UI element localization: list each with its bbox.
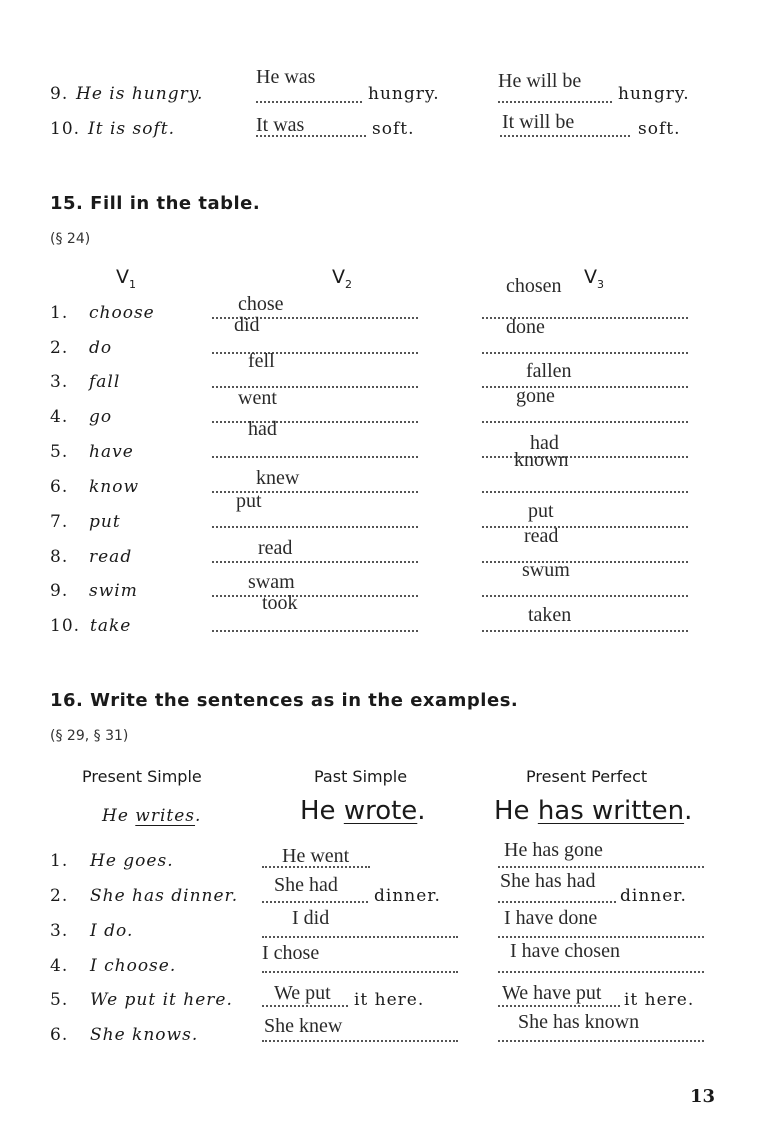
- future-answer: It will be: [502, 111, 575, 133]
- row-number: 9.: [50, 581, 69, 601]
- verb-base-form: put: [89, 512, 121, 532]
- answer-line: [498, 101, 612, 103]
- column-header-v1: $V_1$: [116, 266, 136, 291]
- future-answer: He will be: [498, 70, 582, 92]
- answer-line: [212, 526, 418, 528]
- prompt-sentence: She has dinner.: [90, 886, 239, 906]
- present-perfect-answer: She has known: [518, 1011, 640, 1033]
- answer-line: [482, 630, 688, 632]
- row-number: 7.: [50, 512, 69, 532]
- answer-line: [482, 456, 688, 458]
- answer-line: [262, 1040, 458, 1042]
- answer-line: [262, 866, 370, 868]
- past-suffix: it here.: [354, 990, 425, 1010]
- answer-line: [500, 135, 630, 137]
- column-header-v2: $V_2$: [332, 266, 352, 291]
- verb-past-participle: taken: [528, 604, 572, 626]
- answer-line: [256, 135, 366, 137]
- exercise-15-reference: (§ 24): [50, 231, 91, 247]
- answer-line: [498, 1005, 620, 1007]
- past-simple-answer: She had: [274, 874, 338, 896]
- verb-past-participle: read: [524, 525, 559, 547]
- verb-base-form: take: [90, 616, 132, 636]
- answer-line: [482, 561, 688, 563]
- verb-base-form: do: [89, 338, 113, 358]
- row-number: 5.: [50, 990, 69, 1010]
- verb-base-form: choose: [89, 303, 155, 323]
- prompt-sentence: I do.: [90, 921, 134, 941]
- example-present-perfect: He has written.: [494, 796, 693, 826]
- answer-line: [212, 561, 418, 563]
- answer-line: [498, 866, 704, 868]
- past-simple-answer: He went: [282, 845, 350, 867]
- verb-past-simple: put: [236, 490, 262, 512]
- verb-past-simple: had: [248, 418, 277, 440]
- verb-past-participle: swum: [522, 559, 570, 581]
- future-suffix: hungry.: [618, 84, 690, 104]
- answer-line: [262, 971, 458, 973]
- present-perfect-answer: We have put: [502, 982, 602, 1004]
- row-number: 10.: [50, 119, 81, 139]
- exercise-16-reference: (§ 29, § 31): [50, 728, 129, 744]
- present-perfect-answer: She has had: [500, 870, 596, 892]
- verb-past-simple: read: [258, 537, 293, 559]
- row-number: 3.: [50, 372, 69, 392]
- answer-line: [212, 595, 418, 597]
- answer-line: [212, 421, 418, 423]
- verb-past-participle: done: [506, 316, 545, 338]
- perfect-suffix: dinner.: [620, 886, 687, 906]
- row-number: 3.: [50, 921, 69, 941]
- verb-past-participle: chosen: [506, 275, 562, 297]
- verb-past-simple: went: [238, 387, 277, 409]
- present-perfect-answer: I have chosen: [510, 940, 620, 962]
- answer-line: [482, 386, 688, 388]
- verb-past-simple: fell: [248, 350, 275, 372]
- past-answer: He was: [256, 66, 316, 88]
- perfect-suffix: it here.: [624, 990, 695, 1010]
- verb-past-participle: put: [528, 500, 554, 522]
- past-simple-answer: I chose: [262, 942, 320, 964]
- row-number: 4.: [50, 956, 69, 976]
- row-number: 5.: [50, 442, 69, 462]
- column-header-v3: $V_3$: [584, 266, 604, 291]
- answer-line: [498, 901, 616, 903]
- past-answer: It was: [256, 114, 305, 136]
- exercise-16-title: 16. Write the sentences as in the examples.: [50, 690, 519, 711]
- verb-base-form: go: [89, 407, 113, 427]
- answer-line: [498, 936, 704, 938]
- past-simple-answer: We put: [274, 982, 331, 1004]
- answer-line: [482, 595, 688, 597]
- verb-past-simple: chose: [238, 293, 284, 315]
- prompt-sentence: He is hungry.: [76, 84, 204, 104]
- past-simple-answer: She knew: [264, 1015, 343, 1037]
- past-suffix: soft.: [372, 119, 415, 139]
- answer-line: [482, 491, 688, 493]
- verb-base-form: fall: [89, 372, 121, 392]
- answer-line: [212, 352, 418, 354]
- answer-line: [262, 936, 458, 938]
- page-number: 13: [690, 1086, 716, 1107]
- column-header-present-perfect: Present Perfect: [526, 767, 648, 786]
- verb-past-simple: did: [234, 314, 260, 336]
- future-suffix: soft.: [638, 119, 681, 139]
- answer-line: [482, 526, 688, 528]
- row-number: 9.: [50, 84, 69, 104]
- prompt-sentence: It is soft.: [88, 119, 176, 139]
- verb-base-form: know: [89, 477, 140, 497]
- past-suffix: dinner.: [374, 886, 441, 906]
- prompt-sentence: We put it here.: [90, 990, 233, 1010]
- verb-past-participle: fallen: [526, 360, 572, 382]
- column-header-present-simple: Present Simple: [82, 767, 202, 786]
- verb-past-participle: had: [530, 432, 559, 454]
- row-number: 8.: [50, 547, 69, 567]
- prompt-sentence: She knows.: [90, 1025, 199, 1045]
- row-number: 4.: [50, 407, 69, 427]
- answer-line: [498, 971, 704, 973]
- answer-line: [212, 630, 418, 632]
- column-header-past-simple: Past Simple: [314, 767, 408, 786]
- present-perfect-answer: I have done: [504, 907, 598, 929]
- answer-line: [498, 1040, 704, 1042]
- example-present-simple: He writes.: [102, 806, 202, 826]
- verb-base-form: have: [89, 442, 134, 462]
- row-number: 6.: [50, 1025, 69, 1045]
- past-simple-answer: I did: [292, 907, 330, 929]
- answer-line: [482, 421, 688, 423]
- answer-line: [262, 1005, 348, 1007]
- prompt-sentence: He goes.: [90, 851, 174, 871]
- verb-past-participle: gone: [516, 385, 555, 407]
- answer-line: [262, 901, 368, 903]
- row-number: 2.: [50, 338, 69, 358]
- row-number: 6.: [50, 477, 69, 497]
- answer-line: [256, 101, 362, 103]
- prompt-sentence: I choose.: [90, 956, 177, 976]
- verb-past-simple: knew: [256, 467, 300, 489]
- row-number: 10.: [50, 616, 81, 636]
- past-suffix: hungry.: [368, 84, 440, 104]
- verb-base-form: read: [89, 547, 133, 567]
- example-past-simple: He wrote.: [300, 796, 426, 826]
- verb-past-simple: swam: [248, 571, 295, 593]
- row-number: 1.: [50, 851, 69, 871]
- verb-base-form: swim: [89, 581, 138, 601]
- verb-past-simple: took: [262, 592, 298, 614]
- row-number: 1.: [50, 303, 69, 323]
- verb-past-participle: known: [514, 449, 569, 471]
- exercise-15-title: 15. Fill in the table.: [50, 193, 261, 214]
- answer-line: [212, 456, 418, 458]
- row-number: 2.: [50, 886, 69, 906]
- answer-line: [482, 352, 688, 354]
- present-perfect-answer: He has gone: [504, 839, 603, 861]
